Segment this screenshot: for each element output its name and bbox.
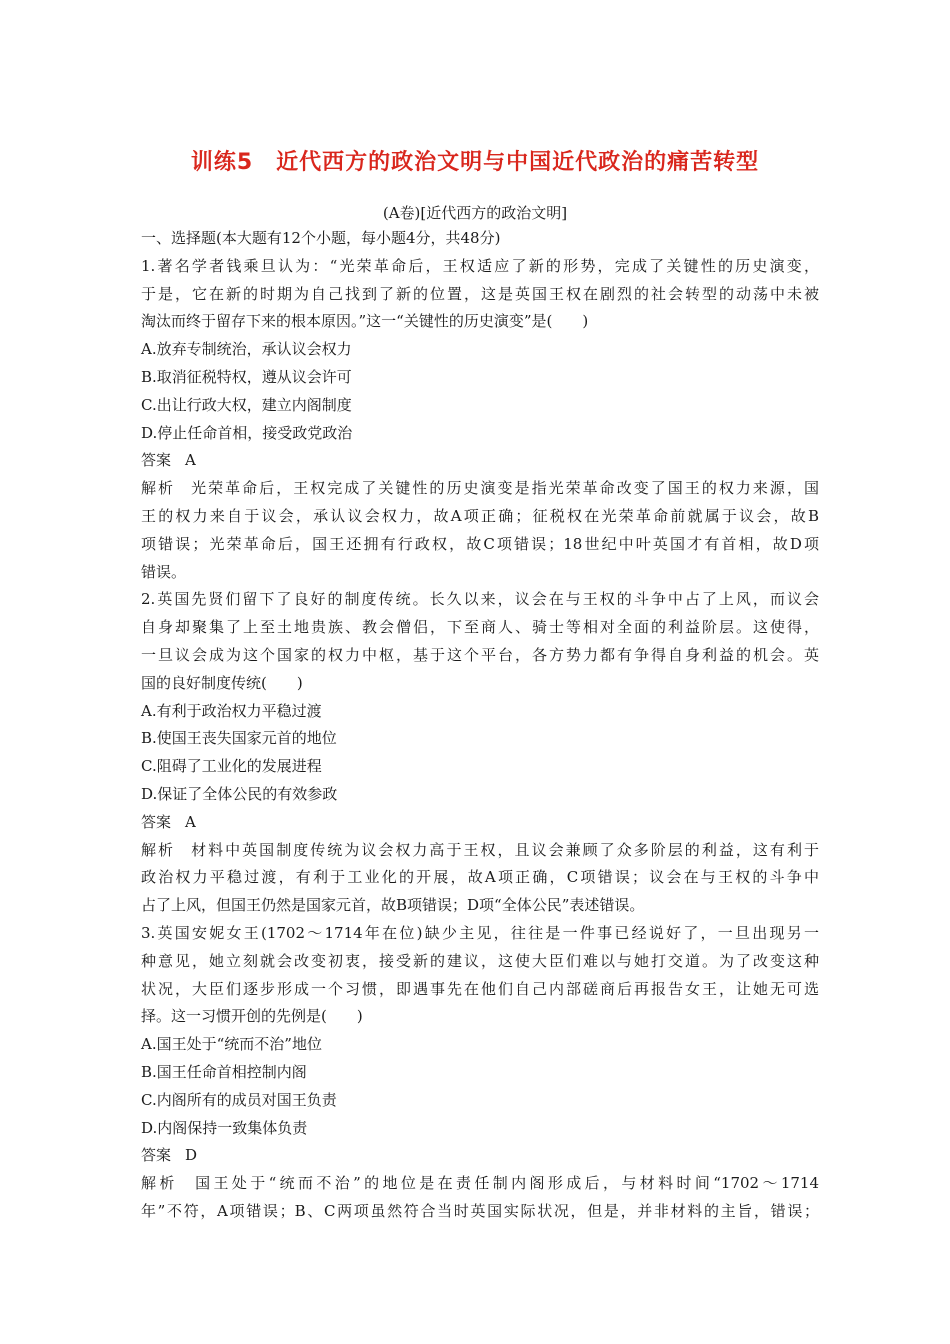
analysis-line [141,475,819,503]
answer-line [141,447,819,475]
analysis-line: 项错误；光荣革命后，国王还拥有行政权，故C项错误；18世纪中叶英国才有首相，故D项 [141,534,819,553]
answer-label: 答案 [141,1146,172,1165]
answer-line [141,1142,819,1170]
answer-label: 答案 [141,812,172,831]
analysis-line [141,1170,819,1198]
option-b: B.使国王丧失国家元首的地位 [141,729,337,748]
question-stem-line: 一旦议会成为这个国家的权力中枢，基于这个平台，各方势力都有争得自身利益的机会。英 [141,645,819,664]
section-subtitle: (A卷)[近代西方的政治文明] [382,204,568,222]
analysis-line [141,837,819,865]
option-a: A.国王处于“统而不治”地位 [141,1035,322,1054]
option-c: C.阻碍了工业化的发展进程 [141,757,322,776]
answer-value: D [185,1146,198,1165]
answer-value: A [185,812,196,831]
question-stem-line: 自身却聚集了上至土地贵族、教会僧侣，下至商人、骑士等相对全面的利益阶层。这使得， [141,618,819,637]
option-d: D.停止任命首相，接受政党政治 [141,423,353,442]
answer-value: A [185,451,196,470]
question-1 [141,253,819,587]
question-stem-line: 1.著名学者钱乘旦认为：“光荣革命后，王权适应了新的形势，完成了关键性的历史演变， [141,256,819,275]
page-title: 训练5 近代西方的政治文明与中国近代政治的痛苦转型 [190,150,760,175]
question-stem-line: 3.英国安妮女王(1702～1714年在位)缺少主见，往往是一件事已经说好了，一旦出现另一 [141,923,819,942]
question-stem-line: 淘汰而终于留存下来的根本原因。”这一“关键性的历史演变”是( ) [141,312,589,331]
analysis-text: 材料中英国制度传统为议会权力高于王权，且议会兼顾了众多阶层的利益，这有利于 [189,840,819,859]
analysis-label: 解析 [141,1174,178,1193]
analysis-label: 解析 [141,479,176,498]
answer-label: 答案 [141,451,172,470]
question-2 [141,586,819,920]
section-header: 一、选择题(本大题有12个小题，每小题4分，共48分) [141,229,501,247]
question-stem-line: 于是，它在新的时期为自己找到了新的位置，这是英国王权在剧烈的社会转型的动荡中未被 [141,284,819,303]
question-stem-line: 状况，大臣们逐步形成一个习惯，即遇事先在他们自己内部磋商后再报告女王，让她无可选 [141,979,819,998]
analysis-line: 占了上风，但国王仍然是国家元首，故B项错误；D项“全体公民”表述错误。 [141,896,645,915]
analysis-line: 年”不符，A项错误；B、C两项虽然符合当时英国实际状况，但是，并非材料的主旨，错误； [141,1201,819,1220]
option-c: C.出让行政大权，建立内阁制度 [141,395,352,414]
option-a: A.有利于政治权力平稳过渡 [141,701,322,720]
answer-line [141,809,819,837]
analysis-line: 政治权力平稳过渡，有利于工业化的开展，故A项正确，C项错误；议会在与王权的斗争中 [141,868,819,887]
option-c: C.内阁所有的成员对国王负责 [141,1090,337,1109]
analysis-text: 国王处于“统而不治”的地位是在责任制内阁形成后，与材料时间“1702～1714 [191,1174,819,1193]
question-stem-line: 2.英国先贤们留下了良好的制度传统。长久以来，议会在与王权的斗争中占了上风，而议会 [141,590,819,609]
question-stem-line: 种意见，她立刻就会改变初衷，接受新的建议，这使大臣们难以与她打交道。为了改变这种 [141,951,819,970]
question-stem-line: 择。这一习惯开创的先例是( ) [141,1007,363,1026]
analysis-label: 解析 [141,840,176,859]
analysis-line: 错误。 [141,562,187,581]
question-3 [141,920,819,1226]
analysis-line: 王的权力来自于议会，承认议会权力，故A项正确；征税权在光荣革命前就属于议会，故B [141,506,819,525]
option-b: B.国王任命首相控制内阁 [141,1062,307,1081]
document-body [141,225,819,1226]
question-stem-line: 国的良好制度传统( ) [141,673,303,692]
option-b: B.取消征税特权，遵从议会许可 [141,367,352,386]
option-d: D.保证了全体公民的有效参政 [141,784,338,803]
option-a: A.放弃专制统治，承认议会权力 [141,340,352,359]
analysis-text: 光荣革命后，王权完成了关键性的历史演变是指光荣革命改变了国王的权力来源，国 [189,479,819,498]
option-d: D.内阁保持一致集体负责 [141,1118,308,1137]
